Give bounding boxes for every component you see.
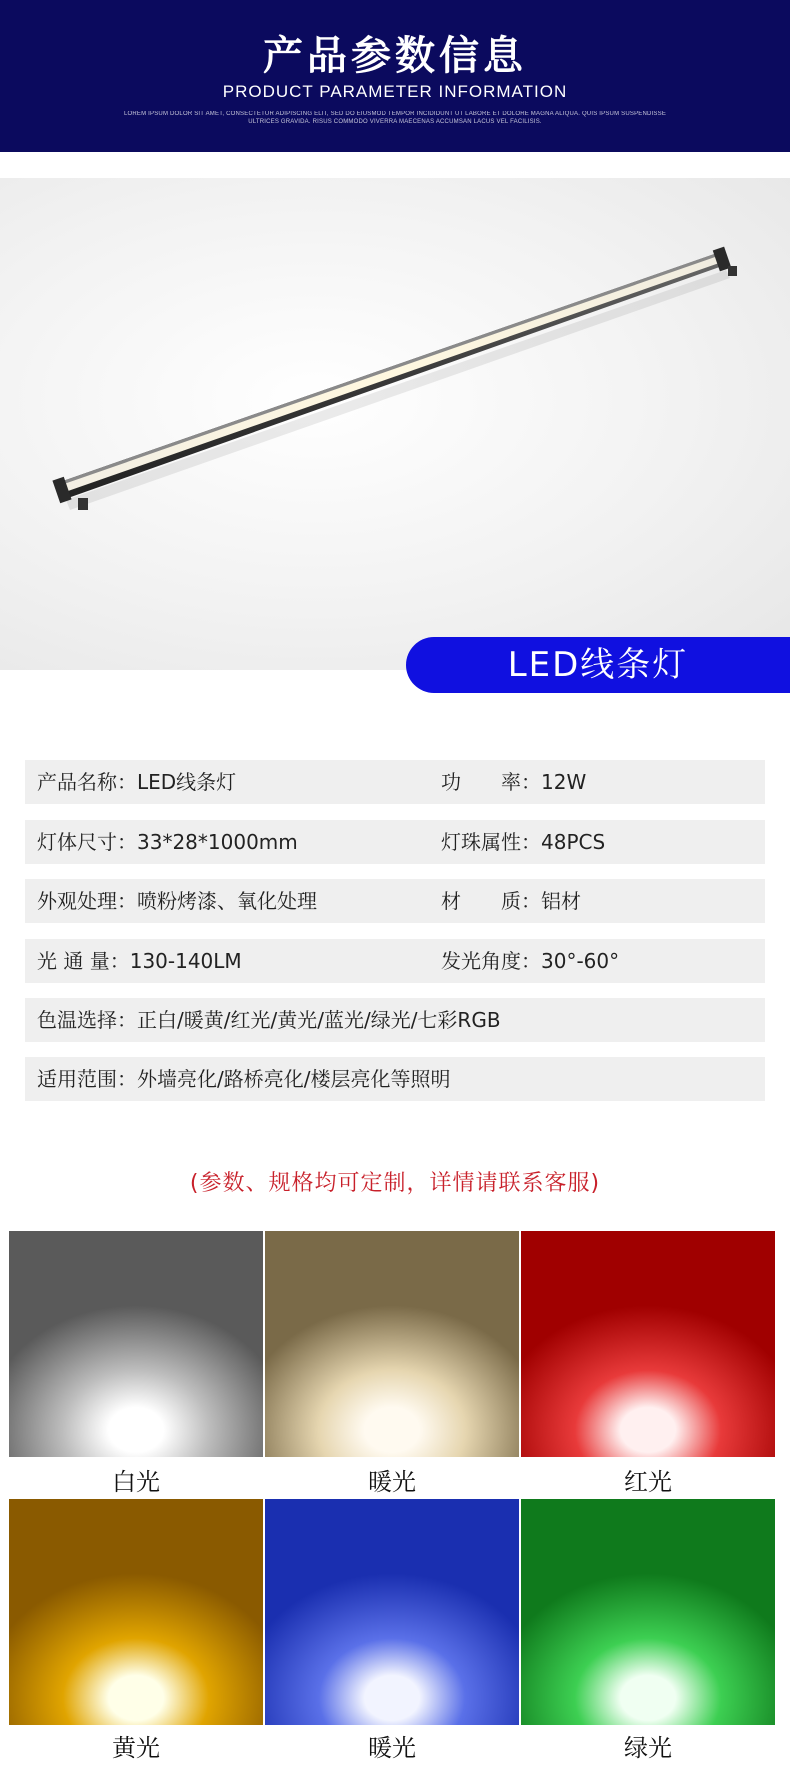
param-label: 发光角度： [441, 949, 541, 973]
param-value: 48PCS [541, 830, 606, 854]
param-value: 12W [541, 770, 587, 794]
param-label: 功 率： [441, 770, 541, 794]
color-swatch-label: 绿光 [624, 1734, 672, 1762]
customization-note: (参数、规格均可定制，详情请联系客服) [189, 1171, 601, 1196]
param-label: 材 质： [441, 889, 541, 913]
param-row [25, 760, 765, 804]
color-swatch [265, 1231, 519, 1457]
color-swatch-label: 红光 [624, 1468, 672, 1496]
color-swatch-label: 白光 [112, 1468, 160, 1496]
param-value: 33*28*1000mm [137, 830, 298, 854]
param-value: LED线条灯 [137, 770, 237, 794]
page-title: 产品参数信息 [263, 33, 527, 79]
param-row [25, 879, 765, 923]
param-value: 30°-60° [541, 949, 620, 973]
product-photo [0, 178, 790, 670]
color-swatch-label: 暖光 [368, 1468, 416, 1496]
param-row [25, 998, 765, 1042]
param-cell-left [37, 998, 501, 1042]
color-swatch [9, 1231, 263, 1457]
header-lorem-text: LOREM IPSUM DOLOR SIT AMET, CONSECTETUR ADIPISCING ELIT, SED DO EIUSMOD TEMPOR INCIDIDUNT UT LABORE ET DOLORE MAGNA ALIQUA. QUIS IPSUM SUSPENDISSE ULTRICES GRAVIDA. RISUS COMMODO VIVERRA MAECENAS ACCUMSAN LACUS VEL FACILISIS. [123, 111, 667, 125]
page-header [0, 0, 790, 152]
param-cell-right [441, 879, 581, 923]
param-value: 喷粉烤漆、氧化处理 [137, 889, 317, 913]
param-label: 光 通 量： [37, 949, 130, 973]
param-label: 色温选择： [37, 1008, 137, 1032]
color-swatch-label: 暖光 [368, 1734, 416, 1762]
param-row [25, 939, 765, 983]
param-cell-right [441, 939, 619, 983]
param-value: 铝材 [541, 889, 581, 913]
param-label: 适用范围： [37, 1067, 137, 1091]
param-cell-right [441, 760, 586, 804]
param-label: 产品名称： [37, 770, 137, 794]
product-name-tag: LED线条灯 [406, 637, 790, 693]
param-row [25, 820, 765, 864]
color-swatch-label: 黄光 [112, 1734, 160, 1762]
param-cell-right [441, 820, 605, 864]
color-swatch [9, 1499, 263, 1725]
param-row [25, 1057, 765, 1101]
param-cell-left [37, 760, 236, 804]
page-subtitle: PRODUCT PARAMETER INFORMATION [222, 82, 568, 101]
param-label: 灯珠属性： [441, 830, 541, 854]
param-value: 正白/暖黄/红光/黄光/蓝光/绿光/七彩RGB [137, 1008, 501, 1032]
color-swatch [521, 1499, 775, 1725]
param-cell-left [37, 879, 317, 923]
param-cell-left [37, 939, 242, 983]
param-label: 外观处理： [37, 889, 137, 913]
param-label: 灯体尺寸： [37, 830, 137, 854]
color-swatch [521, 1231, 775, 1457]
param-cell-left [37, 1057, 450, 1101]
param-value: 外墙亮化/路桥亮化/楼层亮化等照明 [137, 1067, 451, 1091]
led-bar-illustration [0, 178, 790, 670]
color-swatch [265, 1499, 519, 1725]
param-value: 130-140LM [129, 949, 242, 973]
param-cell-left [37, 820, 298, 864]
